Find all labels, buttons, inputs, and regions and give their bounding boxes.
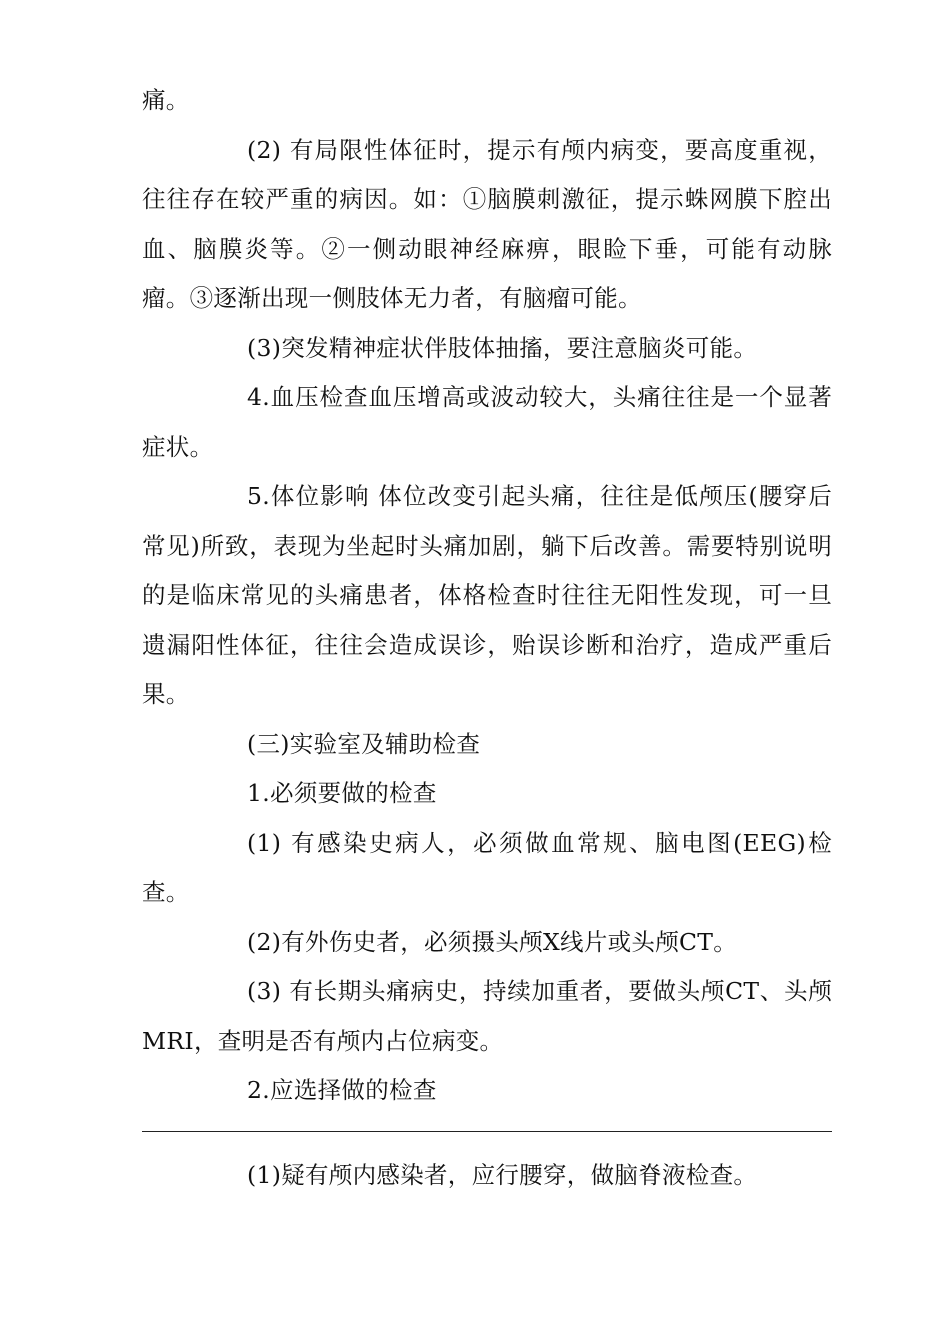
body-text-continued <box>142 1151 832 1201</box>
paragraph: 5.体位影响 体位改变引起头痛，往往是低颅压(腰穿后常见)所致，表现为坐起时头痛加剧，躺下后改善。需要特别说明的是临床常见的头痛患者，体格检查时往往无阳性发现，可一旦遗漏阳性体征，往往会造成误诊，贻误诊断和治疗，造成严重后果。 <box>142 482 832 708</box>
paragraph: (3)突发精神症状伴肢体抽搐，要注意脑炎可能。 <box>247 333 758 362</box>
paragraph: (2) 有局限性体征时，提示有颅内病变，要高度重视，往往存在较严重的病因。如：①脑膜刺激征，提示蛛网膜下腔出血、脑膜炎等。②一侧动眼神经麻痹，眼睑下垂，可能有动脉瘤。③逐渐出现一侧肢体无力者，有脑瘤可能。 <box>142 135 832 312</box>
subsection-heading: 1.必须要做的检查 <box>247 779 437 807</box>
paragraph: (1) 有感染史病人，必须做血常规、脑电图(EEG)检查。 <box>142 828 832 906</box>
paragraph: 痛。 <box>142 86 190 114</box>
paragraph: (3) 有长期头痛病史，持续加重者，要做头颅CT、头颅MRI，查明是否有颅内占位病变。 <box>142 977 832 1055</box>
horizontal-rule <box>142 1131 832 1132</box>
section-heading: (三)实验室及辅助检查 <box>247 729 481 758</box>
body-text <box>142 76 832 1116</box>
paragraph: 4.血压检查血压增高或波动较大，头痛往往是一个显著症状。 <box>142 383 832 461</box>
paragraph: (1)疑有颅内感染者，应行腰穿，做脑脊液检查。 <box>247 1161 758 1189</box>
paragraph: (2)有外伤史者，必须摄头颅X线片或头颅CT。 <box>247 927 738 956</box>
subsection-heading: 2.应选择做的检查 <box>247 1076 437 1104</box>
